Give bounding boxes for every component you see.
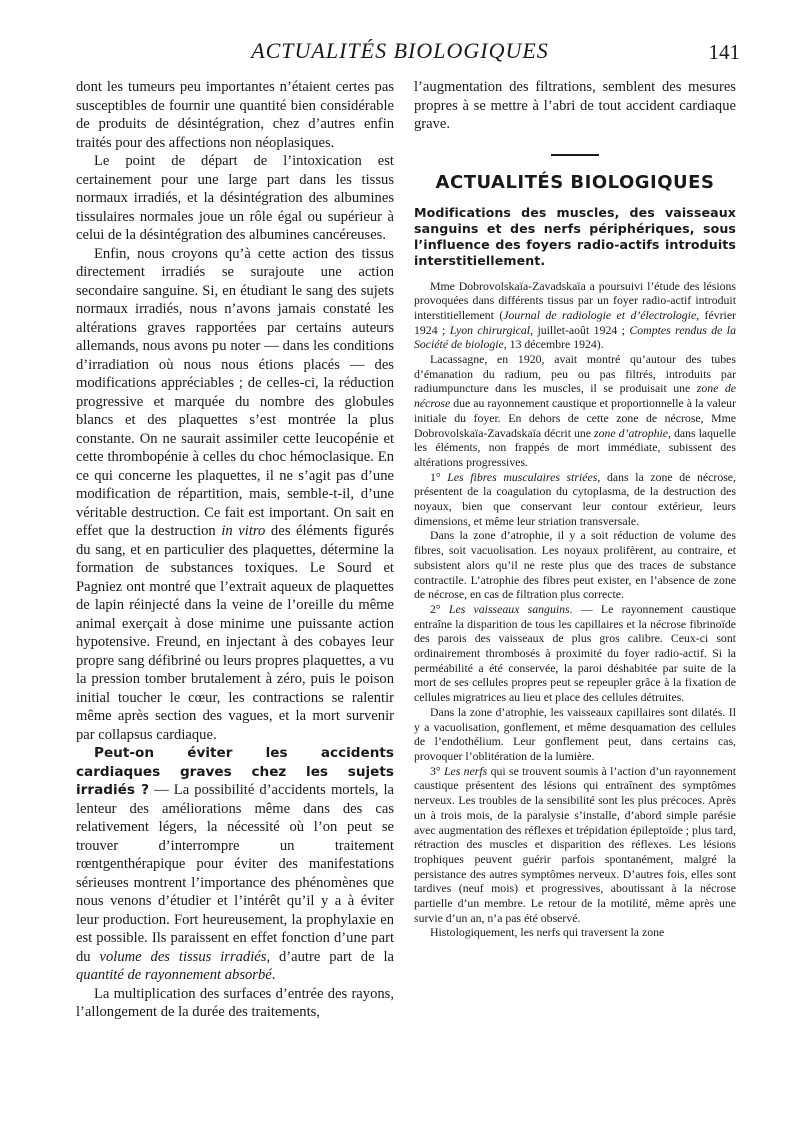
- text-run: due au rayonnement caustique et proportionnelle à la valeur initiale du foyer. En dehors de cette zone de nécrose, Mme Dobrovolskaïa-Zavadskaïa décrit une: [414, 396, 736, 440]
- item-number: 3°: [430, 763, 444, 778]
- text-run: . — Le rayonnement caustique entraîne la disparition de tous les capillaires et la nécrose fibrinoïde des parois des vaisseaux de plus gros calibre. Ceux-ci sont ordinairement thrombosés à proximité du foyer radio-actif. Si la perméabilité a été conservée, la paroi déshabitée par suite de la mort de ses cellules propres peut se repeupler grâce à la fixation de cellules migratrices au lieu et place des cellules détruites.: [414, 601, 736, 705]
- text-run: , février 1924 ;: [414, 307, 736, 337]
- italic-term: volume des tissus irradiés: [99, 948, 267, 965]
- text-run: , d’autre part de la: [266, 948, 394, 965]
- paragraph: dont les tumeurs peu importantes n’étaient certes pas susceptibles de fournir une quantité bien considérable de produits de désintégration, chez d’autres enfin traités pour des affections non néoplasiques.: [76, 79, 394, 151]
- paragraph: [76, 744, 394, 985]
- text-run: .: [271, 967, 276, 983]
- journal-name: Comptes rendus de la Société de biologie: [414, 322, 736, 352]
- italic-term: quantité de rayonnement absorbé: [76, 967, 272, 983]
- paragraph: [414, 764, 736, 926]
- paragraph: La multiplication des surfaces d’entrée des rayons, l’allongement de la durée des traitements,: [76, 985, 394, 1020]
- text-run: , dans laquelle les éléments, non frappés de mort immédiate, subissent des altérations progressives.: [414, 425, 736, 469]
- paragraph: Le point de départ de l’intoxication est certainement pour une large part dans les tissus normaux irradiés, et la désintégration des albumines tissulaires normales joue un rôle égal ou supérieur à celui de la désintégration des albumines cancéreuses.: [76, 153, 394, 243]
- paragraph: l’augmentation des filtrations, semblent des mesures propres à se mettre à l’abri de tout accident cardiaque grave.: [414, 79, 736, 132]
- text-run: des éléments figurés du sang, et en particulier des plaquettes, détermine la formation de substances toxiques. Le Sourd et Pagniez ont montré que l’extrait aqueux de plaquettes de lapin réinjecté dans la veine de l’oreille du même animal exerçait à dose minime une puissante action hypotensive. Freund, en injectant à des cobayes leur propre sang défibriné ou leurs propres plaquettes, a vu la pression tomber brutalement à zéro, puis le poison initial toucher le cœur, les contractions se ralentir même après section des vagues, et la mort survenir par collapsus cardiaque.: [76, 523, 394, 743]
- journal-name: Journal de radiologie et d’électrologie: [503, 307, 697, 322]
- article-title: Modifications des muscles, des vaisseaux sanguins et des nerfs périphériques, sous l’influence des foyers radio-actifs introduits interstitiellement.: [414, 204, 736, 268]
- text-run: , en 1920, avait montré qu’autour des tubes d’émanation du radium, peu ou pas filtrés, introduits par radiumpuncture dans les muscles, il se produisait une: [414, 352, 736, 396]
- right-column: [414, 78, 736, 940]
- paragraph: Dans la zone d’atrophie, les vaisseaux capillaires sont dilatés. Il y a vacuolisation, gonflement, et même desquamation des cellules de l’endothélium. Leur gonflement peut, dans certains cas, provoquer l’oblitération de la lumière.: [414, 704, 736, 763]
- italic-term: in vitro: [221, 523, 266, 539]
- paragraph: Histologiquement, les nerfs qui traversent la zone: [430, 925, 665, 940]
- paragraph: [414, 279, 736, 353]
- text-run: qui se trouvent soumis à l’action d’un rayonnement caustique présentent des lésions qui entraînent des symptômes nerveux. Les troubles de la sensibilité sont les plus précoces. Après un à trois mois, de la paralysie s’installe, d’abord simple parésie avec augmentation des réflexes et trépidation épileptoïde ; plus tard, rétraction des muscles et disparition des réflexes. Les lésions trophiques peuvent guérir parfois spontanément, malgré la persistance des autres symptômes nerveux. D’autres fois, elles sont tardives (neuf mois) et progressives, aboutissant à la nécrose partielle d’un membre. Le retour de la motilité, même après une survie d’un an, n’a pas été observé.: [414, 763, 736, 925]
- author-name: Mme Dobrovolskaïa-Zavadskaïa: [430, 278, 586, 293]
- subheading-question: Peut-on éviter les accidents cardiaques graves chez les sujets irradiés ?: [76, 745, 394, 798]
- italic-term: Les fibres musculaires striées: [447, 469, 598, 484]
- paragraph: [414, 602, 736, 705]
- paragraph: [414, 470, 736, 529]
- page-header: [60, 38, 740, 68]
- text-run: , 13 décembre 1924).: [503, 337, 604, 352]
- text-run: — La possibilité d’accidents mortels, la lenteur des améliorations même dans des cas relativement légers, la nécessité où l’on peut se trouver d’interrompre un traitement rœntgenthérapique pour éviter des manifestations sérieuses montrent l’importance des phénomènes que nous venons d’étudier et l’intérêt qu’il y a à éviter leur production. Fort heureusement, la prophylaxie en est possible. Ils paraissent en effet fonction d’une part du: [76, 782, 395, 965]
- page-number: 141: [708, 40, 740, 64]
- item-number: 2°: [430, 601, 449, 616]
- text-run: Enfin, nous croyons qu’à cette action des tissus directement irradiés se surajoute une action secondaire sanguine. Si, en étudiant le sang des sujets normaux irradiés, nous n’avons jamais constaté les altérations graves rapportées par certains auteurs allemands, nous avons pu noter — dans les conditions d’irradiation où nous nous étions placés — des modifications appréciables ; de celles-ci, la réduction progressive et marquée du nombre des globules blancs et des plaquettes s’est montrée la plus constante. On ne saurait assimiler cette leucopénie et cette thrombopénie à celles du choc hémoclasique. En ce qui concerne les plaquettes, il ne s’agit pas d’une modification de répartition, mais, semble-t-il, d’une véritable destruction. Ce fait est important. On sait en effet que la destruction: [76, 245, 394, 539]
- section-title: ACTUALITÉS BIOLOGIQUES: [435, 171, 715, 193]
- item-number: 1°: [430, 469, 448, 484]
- italic-term: zone de nécrose: [414, 381, 736, 411]
- paragraph: [414, 352, 736, 470]
- article-body: [414, 279, 736, 941]
- paragraph: Dans la zone d’atrophie, il y a soit réduction de volume des fibres, soit vacuolisation. Les noyaux prolifèrent, au contraire, et subsistent alors qu’il ne reste plus que des traces de substance contractile. L’atrophie des fibres peut exister, en l’absence de zone de nécrose, en cas de filtration plus correcte.: [414, 528, 736, 602]
- paragraph: [76, 245, 394, 745]
- italic-term: Les vaisseaux sanguins: [448, 601, 570, 616]
- text-run: a poursuivi l’étude des lésions provoquées dans différents tissus par un foyer radio-actif introduit interstitiellement (: [414, 278, 736, 322]
- italic-term: Les nerfs: [443, 763, 488, 778]
- author-name: Lacassagne: [430, 352, 485, 367]
- section-divider: [551, 154, 599, 156]
- text-run: , dans la zone de nécrose, présentent de la coagulation du cytoplasma, de la destruction des noyaux, bien que conservant leur contour extérieur, leurs dimensions, et même leur striation transversale.: [414, 469, 736, 528]
- italic-term: zone d’atrophie: [594, 425, 669, 440]
- text-run: , juillet-août 1924 ;: [530, 322, 630, 337]
- left-column: [76, 78, 394, 1022]
- running-title: ACTUALITÉS BIOLOGIQUES: [251, 38, 549, 63]
- journal-name: Lyon chirurgical: [449, 322, 531, 337]
